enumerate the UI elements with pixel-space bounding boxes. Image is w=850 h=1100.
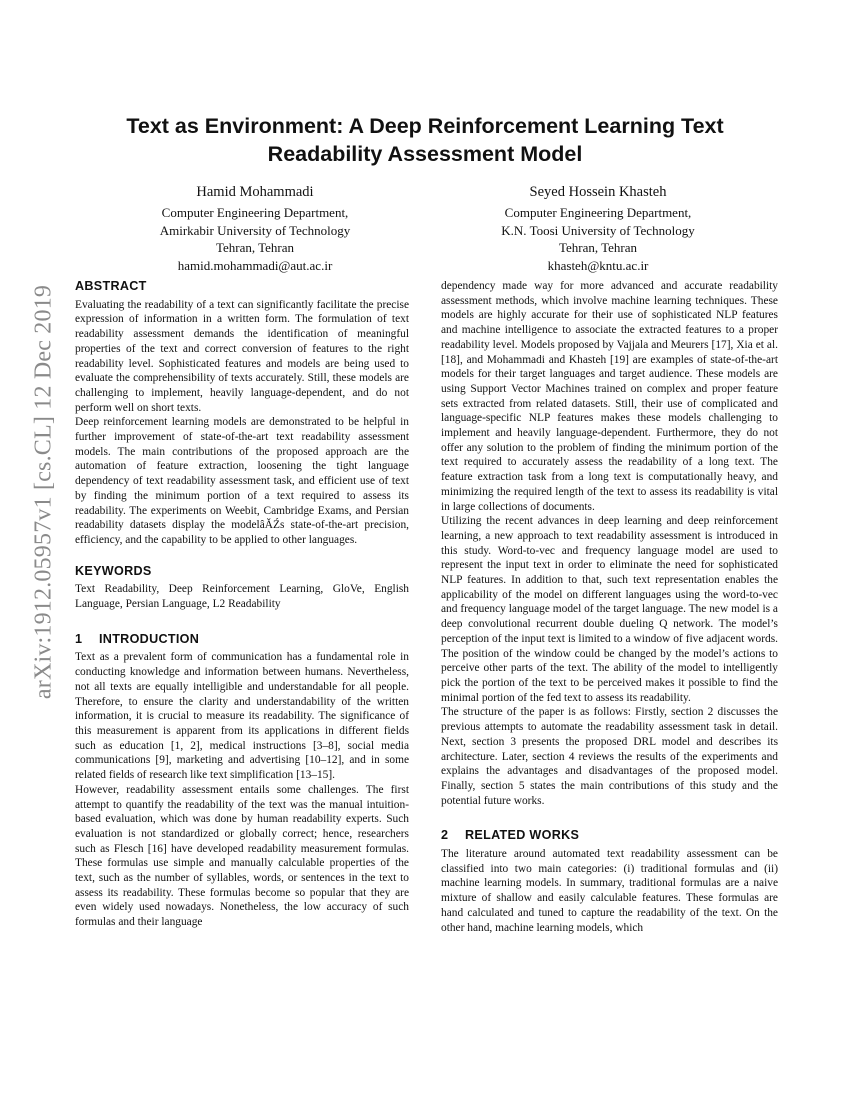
abstract-paragraph: Deep reinforcement learning models are demonstrated to be helpful in further improvement of state-of-the-art text readability assessment models. The main contributions of the proposed approach are the automation of feature extraction, loosening the tight language dependency of text readability assessment task, and efficient use of text by finding the minimum portion of a text required to assess its readability. The experiments on Weebit, Cambridge Exams, and Persian readability datasets display the modelâĂŹs state-of-the-art precision, efficiency, and the capability to be applied to other languages.: [75, 416, 409, 546]
author-dept: Computer Engineering Department,: [161, 205, 349, 220]
body-paragraph: Text as a prevalent form of communication has a fundamental role in conducting knowledge and information between humans. Nevertheless, not all texts are equally intelligible and understandable for all people. Therefore, to ensure the clarity and understandability of the written information, it is crucial to measure its readability. The significance of this measurement is apparent from its applications in different fields such as education [1, 2], medical instructions [3–8], social media communications [9], marketing and advertising [10–12], and in some related fields of research like text simplification [13–15].: [75, 651, 409, 782]
section-title: RELATED WORKS: [465, 828, 580, 843]
section-title: INTRODUCTION: [99, 631, 200, 646]
keywords-heading: KEYWORDS: [75, 563, 152, 578]
author-block-1: [90, 182, 420, 274]
arxiv-stamp: [24, 284, 64, 700]
abstract-paragraph: Evaluating the readability of a text can significantly facilitate the precise expression of information in a written form. The formulation of text readability assessment demands the identification of meaningful properties of the text and correct conversion of features to the right readability level. Sophisticated features and models are being used to evaluate the comprehensibility of texts accurately. Still, these models are challenging to implement, heavily language-dependent, and do not perform well on short texts.: [75, 298, 409, 414]
left-column: [75, 279, 409, 930]
author-location: Tehran, Tehran: [558, 240, 638, 255]
author-location: Tehran, Tehran: [215, 240, 295, 255]
intro-heading: [75, 632, 409, 647]
body-paragraph: The structure of the paper is as follows: Firstly, section 2 discusses the previous attempts to automate the readability assessment task in detail. Next, section 3 presents the proposed DRL model and describes its architecture. Later, section 4 reviews the results of the experiments and explains the advantages and disadvantages of the proposed model. Finally, section 5 states the main contributions of this study and the potential future works.: [441, 706, 778, 807]
body-paragraph: The literature around automated text readability assessment can be classified into two main categories: (i) traditional formulas and (ii) machine learning models. In summary, traditional formulas are a naive mixture of shallow and easily calculable features. These formulas are hand calculated and tuned to capture the readability of the text. On the other hand, machine learning models, which: [441, 848, 778, 934]
author-name: Hamid Mohammadi: [196, 184, 314, 200]
keywords-text: Text Readability, Deep Reinforcement Learning, GloVe, English Language, Persian Language, L2 Readability: [75, 583, 409, 611]
author-affiliation: Amirkabir University of Technology: [159, 222, 351, 238]
author-block-2: [433, 182, 763, 274]
author-email: khasteh@kntu.ac.ir: [547, 257, 649, 273]
section-number: 2: [441, 828, 449, 843]
body-paragraph: dependency made way for more advanced and accurate readability assessment methods, which involve machine learning techniques. These models are highly accurate for their use of sophisticated NLP features and machine intelligence to associate the extracted features to a proper readability level. Models proposed by Vajjala and Meurers [17], Xia et al. [18], and Mohammadi and Khasteh [19] are examples of state-of-the-art models for their target languages and target audience. These models are using Support Vector Machines trained on complex and proper feature sets extracted from related datasets. Still, their use of complicated and language-specific NLP features makes these models challenging to implement and heavily language-dependent. Furthermore, they do not offer any solution to the problem of finding the minimum portion of the text required to accurately assess the readability of a long text. The feature extraction task from a long text is computationally heavy, and minimizing the required length of the text to assess its readability is vital in large collections of documents.: [441, 280, 778, 513]
related-works-heading: [441, 828, 778, 843]
body-paragraph: Utilizing the recent advances in deep learning and deep reinforcement learning, a new approach to text readability assessment is introduced in this study. Word-to-vec and frequency language model are used to represent the input text in order to eliminate the need for sophisticated NLP features. In addition to that, such text representation enables the applicability of the model on different languages using the word-to-vec and frequency language model of the target language. The new model is a deep convolutional recurrent double dueling Q network. The model’s perception of the input text is limited to a window of five adjacent words. The position of the window could be changed by the model’s actions to perceive other parts of the text. The ability of the model to intelligently pick the portion of the text to be perceived makes it possible to find the minimal portion of the fed text to assess its readability.: [441, 515, 778, 704]
author-email: hamid.mohammadi@aut.ac.ir: [177, 257, 333, 273]
author-name: Seyed Hossein Khasteh: [529, 184, 667, 200]
author-affiliation: K.N. Toosi University of Technology: [501, 222, 695, 238]
abstract-heading: ABSTRACT: [75, 279, 147, 293]
body-paragraph: However, readability assessment entails some challenges. The first attempt to quantify the readability of the text was the manual intuition-based evaluation, which was done by human readability experts. Such evaluation is not standardized or globally correct; hence, researchers such as Flesch [16] have developed readability measurement formulas. These formulas use simple and manually calculable properties of the text, such as the number of syllables, words, or sentences in the text to assess its readability. These formulas become so popular that they are even widely used nowadays. Nonetheless, the low accuracy of such formulas and their language: [75, 783, 409, 929]
arxiv-id: arXiv:1912.05957v1 [cs.CL] 12 Dec 2019: [30, 284, 57, 700]
paper-title: Text as Environment: A Deep Reinforcement Learning Text Readability Assessment Model: [126, 114, 724, 166]
author-dept: Computer Engineering Department,: [504, 205, 692, 220]
section-number: 1: [75, 631, 83, 646]
right-column: [441, 279, 778, 935]
